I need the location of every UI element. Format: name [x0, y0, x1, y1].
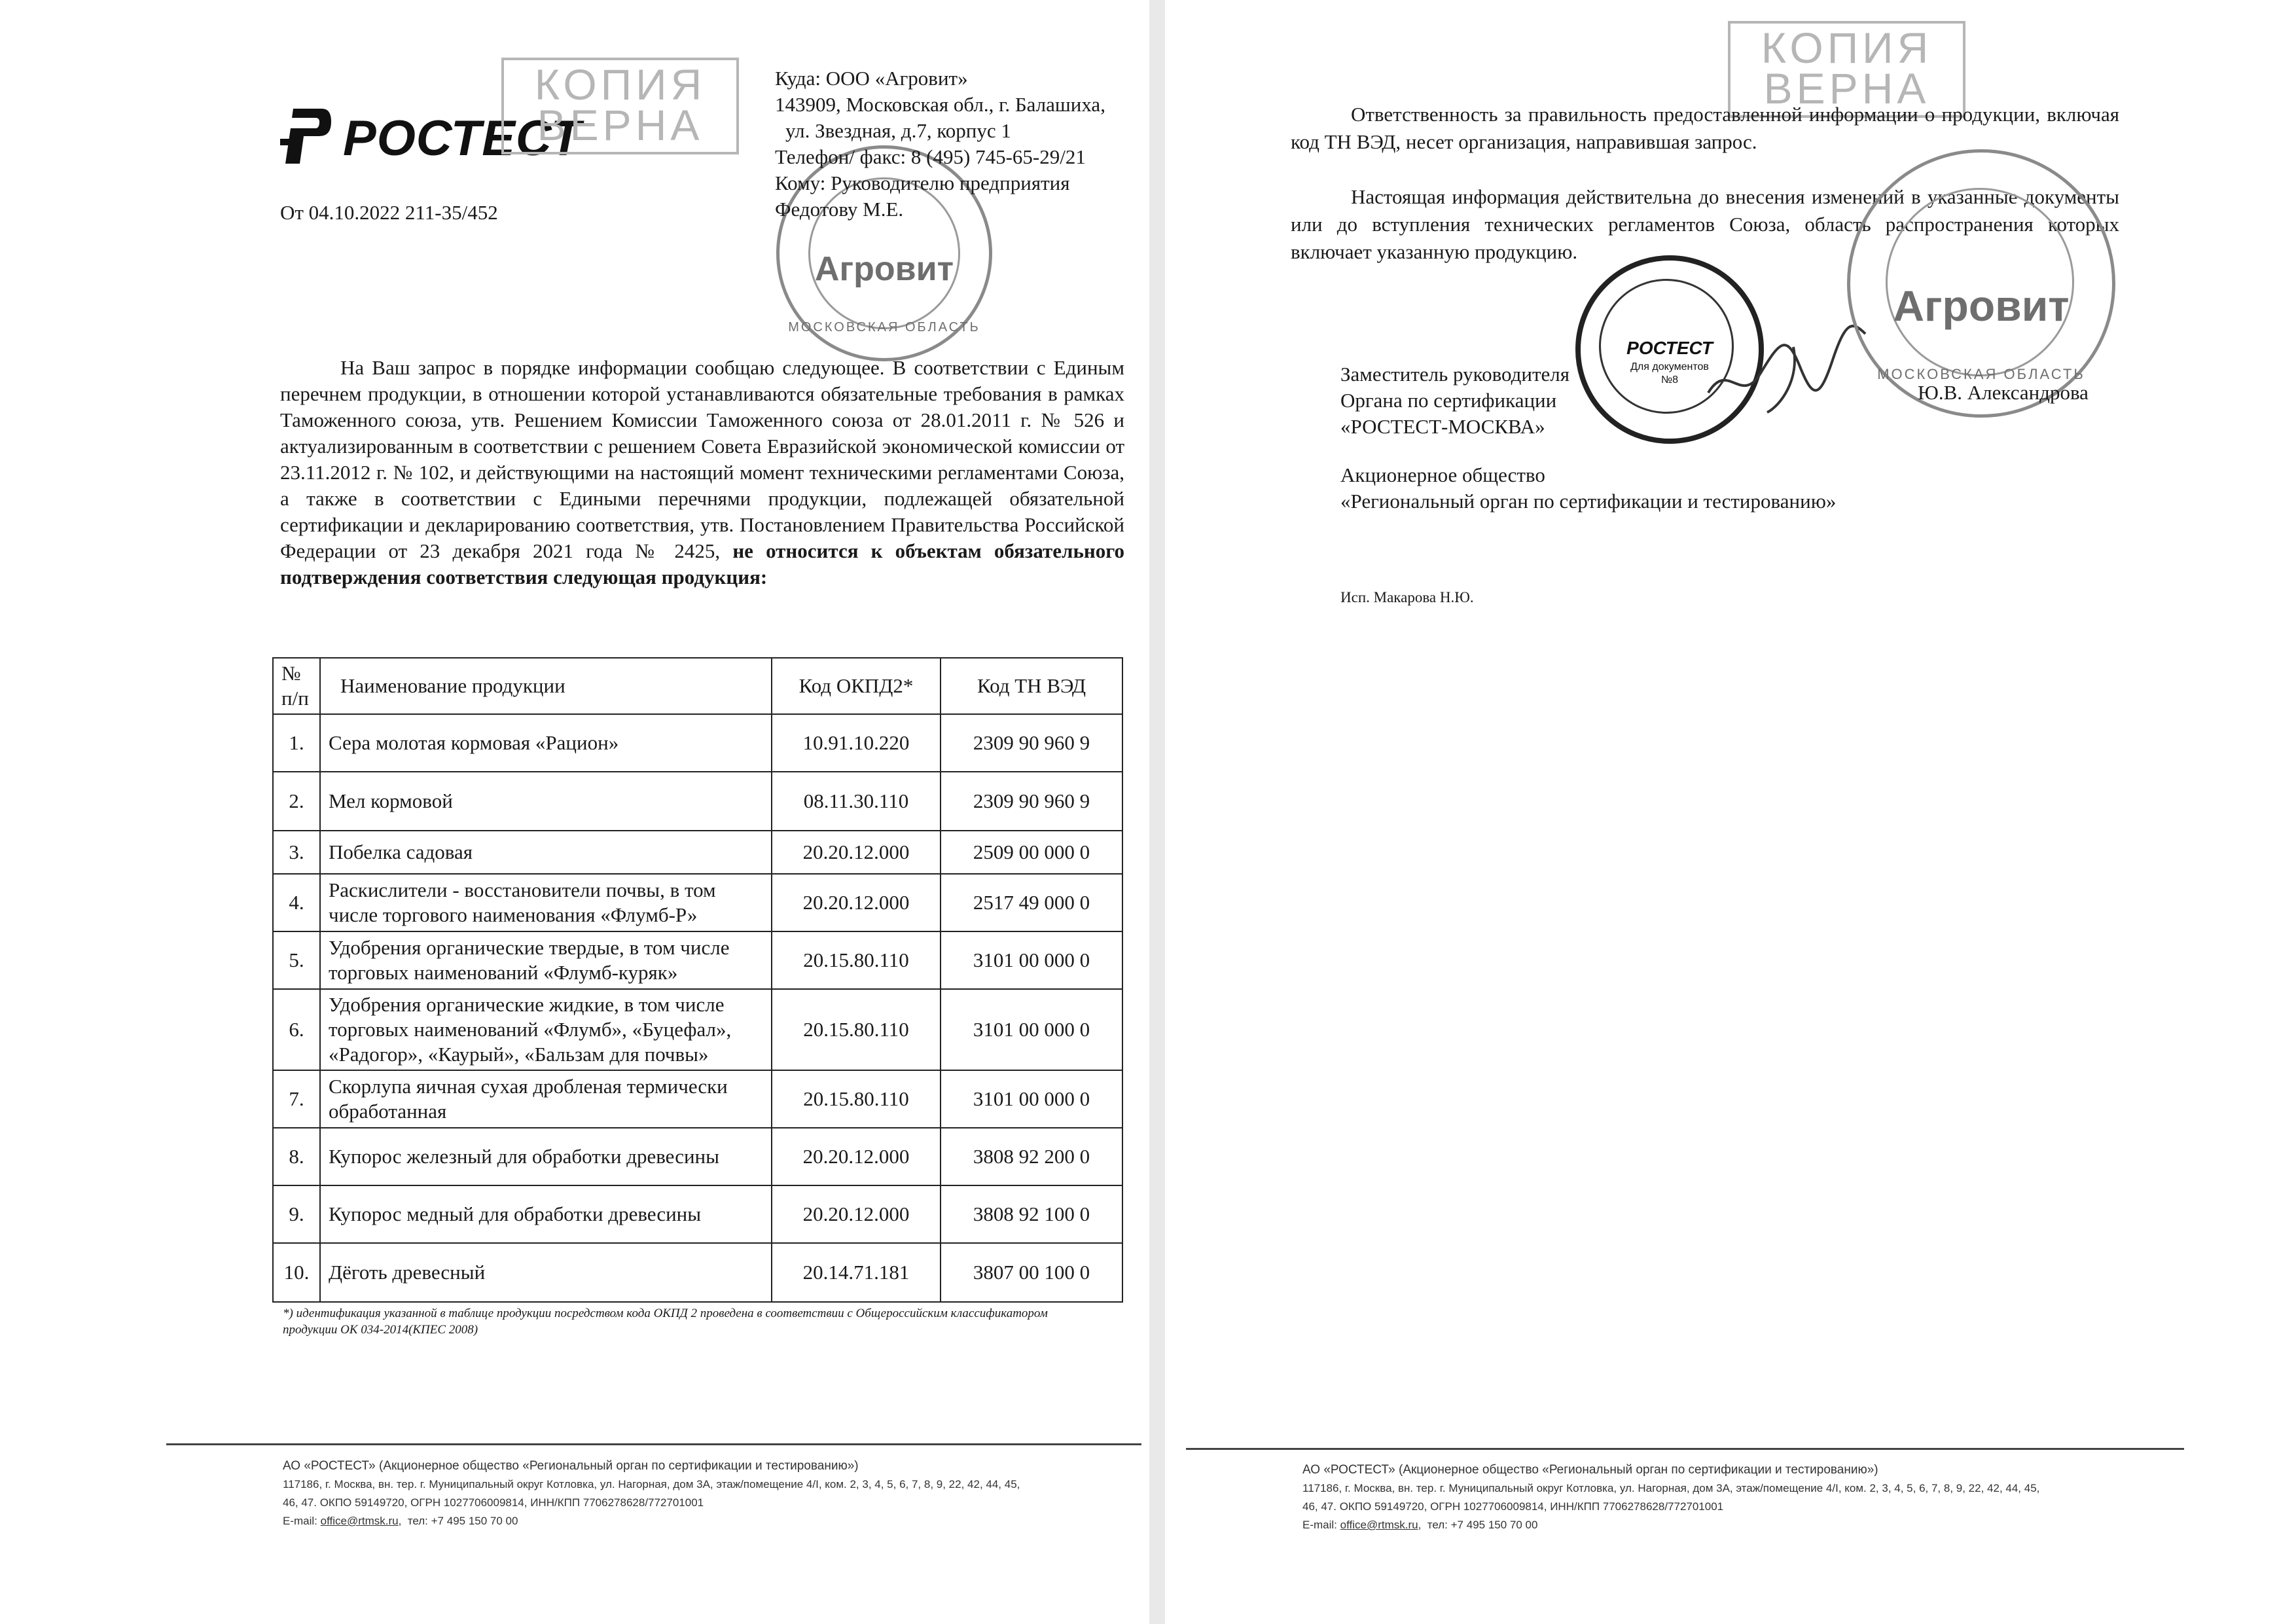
cell-number: 6.: [273, 989, 320, 1070]
agrovit-round-stamp: [1847, 149, 2115, 418]
cell-number: 1.: [273, 714, 320, 772]
table-row: [273, 831, 1122, 874]
footer-address: 117186, г. Москва, вн. тер. г. Муниципальный округ Котловка, ул. Нагорная, дом 3А, этаж/помещение 4/I, ком. 2, 3, 4, 5, 6, 7, 8, 9, 22, 42, 44, 45,: [283, 1478, 1020, 1490]
stamp-word-2: ВЕРНА: [1763, 64, 1930, 113]
header-cell-number: № п/п: [273, 658, 320, 714]
handwritten-signature: [1702, 308, 1872, 419]
letter-body-bold: не относится к объектам обязательного подтверждения соответствия следующая продукция:: [280, 539, 1124, 588]
cell-number: 8.: [273, 1128, 320, 1185]
address-line: Телефон/ факс: 8 (495) 745-65-29/21: [775, 145, 1086, 168]
organization-name: [1340, 462, 1836, 514]
cell-tnved: 3101 00 000 0: [941, 1070, 1122, 1128]
table-row: [273, 989, 1122, 1070]
footer-phone: тел: +7 495 150 70 00: [1427, 1519, 1538, 1531]
footer-email-label: E-mail:: [1302, 1519, 1337, 1531]
footer-divider: [166, 1443, 1141, 1445]
address-line: Кому: Руководителю предприятия: [775, 171, 1070, 194]
responsibility-paragraph: Ответственность за правильность предоставленной информации о продукции, включая код ТН ВЭД, несет организация, направившая запрос.: [1291, 103, 2119, 153]
table-footnote: *) идентификация указанной в таблице продукции посредством кода ОКПД 2 проведена в соответствии с Общероссийским классификатором продукции ОК 034-2014(КПЕС 2008): [283, 1307, 1048, 1337]
cell-okpd: 20.15.80.110: [772, 931, 941, 989]
signer-title: [1340, 361, 1570, 440]
cell-number: 10.: [273, 1243, 320, 1302]
table-row: [273, 874, 1122, 931]
address-line: 143909, Московская обл., г. Балашиха,: [775, 93, 1105, 116]
table-row: [273, 1243, 1122, 1302]
cell-number: 7.: [273, 1070, 320, 1128]
footer-divider: [1186, 1448, 2184, 1450]
rostest-logo-mark: [280, 99, 332, 173]
signer-line: Органа по сертификации: [1340, 389, 1557, 412]
seal-subtitle: Для документов: [1630, 361, 1709, 372]
cell-tnved: 3807 00 100 0: [941, 1243, 1122, 1302]
cell-number: 9.: [273, 1185, 320, 1243]
cell-name: Скорлупа яичная сухая дробленая термически обработанная: [320, 1070, 772, 1128]
cell-okpd: 20.15.80.110: [772, 989, 941, 1070]
signer-line: Заместитель руководителя: [1340, 363, 1570, 386]
letter-body-text: На Ваш запрос в порядке информации сообщаю следующее. В соответствии с Единым перечнем продукции, в отношении которой устанавливаются обязательные требования в рамках Таможенного союза, утв. Решением Комиссии Таможенного союза от 28.01.2011 г. № 526 и актуализированным в соответствии с решением Совета Евразийской экономической комиссии от 23.11.2012 г. № 102, и действующими на настоящий момент техническими регламентами Союза, а также в соответствии с Едиными перечнями продукции, подлежащей обязательной сертификации и декларированию соответствия, утв. Постановлением Правительства Российской Федерации от 23 декабря 2021 года № 2425,: [280, 356, 1124, 562]
executor-name: Исп. Макарова Н.Ю.: [1340, 589, 1474, 605]
cell-okpd: 08.11.30.110: [772, 772, 941, 831]
cell-okpd: 20.15.80.110: [772, 1070, 941, 1128]
cell-name: Мел кормовой: [320, 772, 772, 831]
product-table: [272, 657, 1123, 1303]
table-row: [273, 1070, 1122, 1128]
table-row: [273, 1185, 1122, 1243]
agrovit-stamp-word: Агровит: [814, 250, 954, 288]
cell-okpd: 20.20.12.000: [772, 874, 941, 931]
cell-number: 2.: [273, 772, 320, 831]
org-line: «Региональный орган по сертификации и тестированию»: [1340, 490, 1837, 513]
cell-number: 4.: [273, 874, 320, 931]
footer-company: АО «РОСТЕСТ» (Акционерное общество «Региональный орган по сертификации и тестированию»): [1302, 1463, 1878, 1477]
agrovit-stamp-ring-text: МОСКОВСКАЯ ОБЛАСТЬ: [1877, 366, 2085, 382]
address-line: Куда: ООО «Агровит»: [775, 67, 968, 90]
cell-name: Дёготь древесный: [320, 1243, 772, 1302]
table-row: [273, 1128, 1122, 1185]
cell-tnved: 2309 90 960 9: [941, 772, 1122, 831]
cell-number: 3.: [273, 831, 320, 874]
cell-tnved: 2509 00 000 0: [941, 831, 1122, 874]
cell-okpd: 20.20.12.000: [772, 1128, 941, 1185]
stamp-word-1: КОПИЯ: [1761, 24, 1933, 72]
cell-okpd: 10.91.10.220: [772, 714, 941, 772]
table-header-row: [273, 658, 1122, 714]
seal-title: РОСТЕСТ: [1626, 338, 1713, 358]
cell-tnved: 3808 92 200 0: [941, 1128, 1122, 1185]
stamp-word-2: ВЕРНА: [537, 101, 704, 149]
company-footer: [283, 1457, 1020, 1530]
footer-company: АО «РОСТЕСТ» (Акционерное общество «Региональный орган по сертификации и тестированию»): [283, 1459, 859, 1473]
cell-okpd: 20.20.12.000: [772, 1185, 941, 1243]
letter-page-2: [1165, 0, 2189, 1624]
validity-paragraph: Настоящая информация действительна до внесения изменений в указанные документы или до вступления технических регламентов Союза, область распространения которых включает указанную продукцию.: [1291, 185, 2119, 263]
footer-registration: 46, 47. ОКПО 59149720, ОГРН 1027706009814, ИНН/КПП 7706278628/772701001: [283, 1496, 704, 1509]
letter-body: [280, 355, 1124, 590]
cell-okpd: 20.20.12.000: [772, 831, 941, 874]
header-cell-name: Наименование продукции: [320, 658, 772, 714]
org-line: Акционерное общество: [1340, 463, 1545, 486]
cell-name: Удобрения органические твердые, в том числе торговых наименований «Флумб-куряк»: [320, 931, 772, 989]
footer-email-link[interactable]: office@rtmsk.ru: [1340, 1519, 1418, 1531]
agrovit-stamp-ring-text: МОСКОВСКАЯ ОБЛАСТЬ: [788, 320, 980, 334]
signer-name: Ю.В. Александрова: [1918, 381, 2089, 404]
agrovit-stamp-word: Агровит: [1893, 281, 2070, 330]
cell-name: Купорос железный для обработки древесины: [320, 1128, 772, 1185]
recipient-address: [775, 65, 1105, 223]
table-row: [273, 772, 1122, 831]
footer-phone: тел: +7 495 150 70 00: [407, 1515, 518, 1527]
table-row: [273, 714, 1122, 772]
footer-contacts: E-mail: office@rtmsk.ru, тел: +7 495 150 70 00: [1302, 1519, 1538, 1531]
cell-tnved: 2309 90 960 9: [941, 714, 1122, 772]
company-footer: [1302, 1461, 2039, 1534]
cell-name: Сера молотая кормовая «Рацион»: [320, 714, 772, 772]
copy-verified-stamp: [501, 58, 739, 154]
cell-tnved: 2517 49 000 0: [941, 874, 1122, 931]
cell-okpd: 20.14.71.181: [772, 1243, 941, 1302]
stamp-word-1: КОПИЯ: [534, 60, 706, 109]
address-line: ул. Звездная, д.7, корпус 1: [785, 119, 1011, 142]
cell-number: 5.: [273, 931, 320, 989]
signer-line: «РОСТЕСТ-МОСКВА»: [1340, 415, 1545, 438]
footer-email-label: E-mail:: [283, 1515, 317, 1527]
outgoing-number: От 04.10.2022 211-35/452: [280, 201, 498, 224]
header-cell-tnved: Код ТН ВЭД: [941, 658, 1122, 714]
table-row: [273, 931, 1122, 989]
cell-name: Удобрения органические жидкие, в том числе торговых наименований «Флумб», «Буцефал», «Радогор», «Каурый», «Бальзам для почвы»: [320, 989, 772, 1070]
cell-name: Купорос медный для обработки древесины: [320, 1185, 772, 1243]
address-line: Федотову М.Е.: [775, 198, 904, 221]
letter-page-1: [107, 0, 1149, 1624]
cell-name: Побелка садовая: [320, 831, 772, 874]
footer-contacts: E-mail: office@rtmsk.ru, тел: +7 495 150 70 00: [283, 1515, 518, 1527]
cell-tnved: 3808 92 100 0: [941, 1185, 1122, 1243]
footer-address: 117186, г. Москва, вн. тер. г. Муниципальный округ Котловка, ул. Нагорная, дом 3А, этаж/помещение 4/I, ком. 2, 3, 4, 5, 6, 7, 8, 9, 22, 42, 44, 45,: [1302, 1482, 2040, 1494]
cell-tnved: 3101 00 000 0: [941, 989, 1122, 1070]
cell-tnved: 3101 00 000 0: [941, 931, 1122, 989]
header-cell-okpd: Код ОКПД2*: [772, 658, 941, 714]
seal-number: №8: [1660, 374, 1679, 386]
cell-name: Раскислители - восстановители почвы, в том числе торгового наименования «Флумб-Р»: [320, 874, 772, 931]
rostest-logo-text: РОСТЕСТ: [343, 111, 582, 166]
footer-email-link[interactable]: office@rtmsk.ru: [320, 1515, 399, 1527]
footer-registration: 46, 47. ОКПО 59149720, ОГРН 1027706009814, ИНН/КПП 7706278628/772701001: [1302, 1500, 1724, 1513]
